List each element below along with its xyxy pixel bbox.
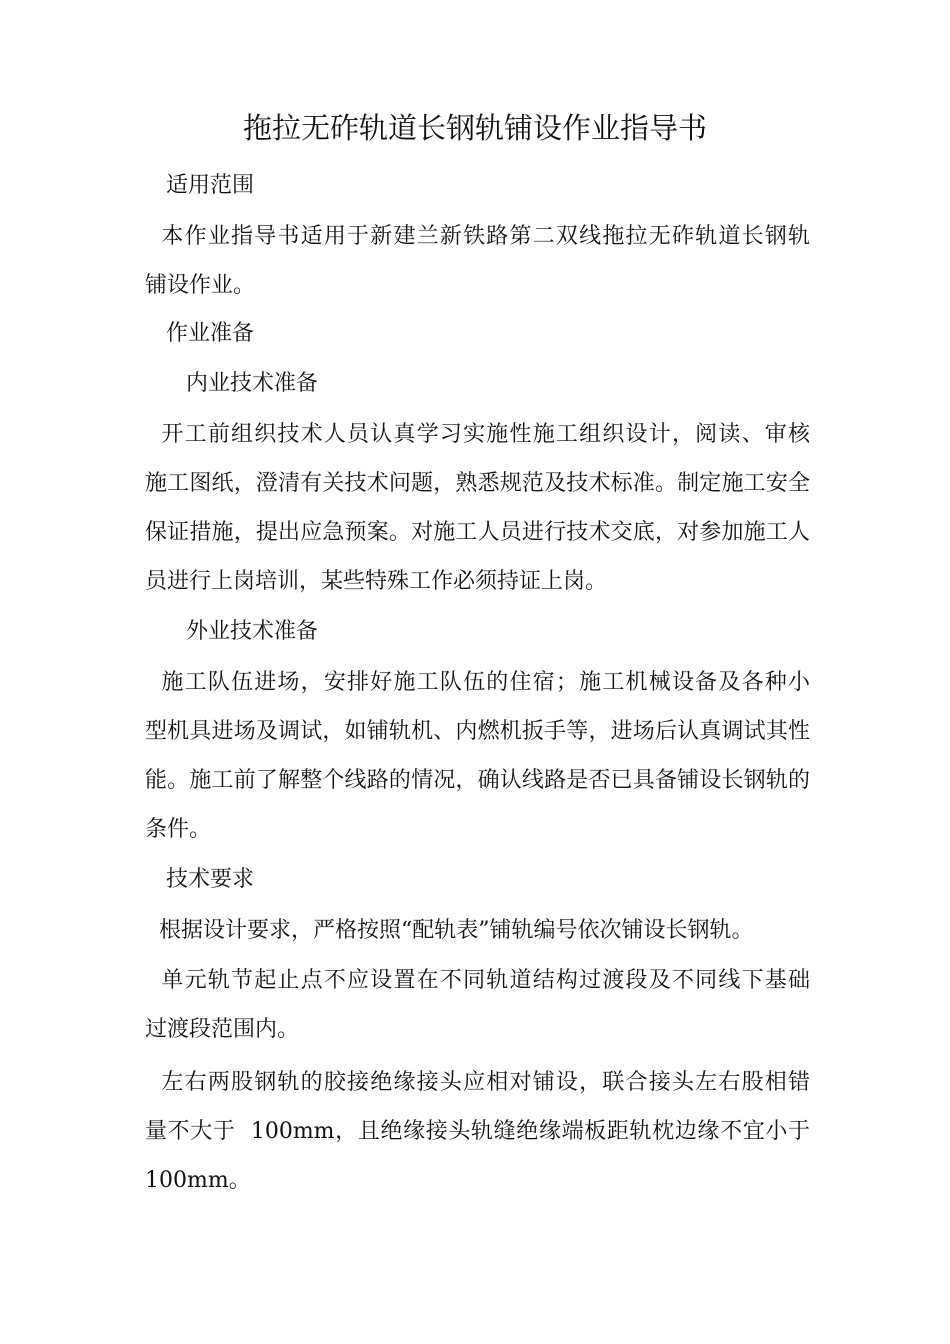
paragraph-internal xyxy=(145,410,810,606)
section-heading-technical: 技术要求 xyxy=(166,867,255,892)
document-title: 拖拉无砟轨道长钢轨铺设作业指导书 xyxy=(242,111,707,145)
text-line: 施工图纸，澄清有关技术问题，熟悉规范及技术标准。制定施工安全 xyxy=(145,471,810,496)
text-line: 100mm。 xyxy=(145,1168,251,1193)
text-line: 单元轨节起止点不应设置在不同轨道结构过渡段及不同线下基础 xyxy=(145,968,810,993)
paragraph-tech-3 xyxy=(145,1058,810,1205)
text-line: 能。施工前了解整个线路的情况，确认线路是否已具备铺设长钢轨的 xyxy=(145,768,810,793)
text-line: 条件。 xyxy=(145,817,212,842)
text-line: 铺设作业。 xyxy=(145,273,256,298)
text-line: 保证措施，提出应急预案。对施工人员进行技术交底，对参加施工人 xyxy=(145,520,810,545)
text-line: 本作业指导书适用于新建兰新铁路第二双线拖拉无砟轨道长钢轨 xyxy=(145,224,810,249)
text-line: 开工前组织技术人员认真学习实施性施工组织设计，阅读、审核 xyxy=(145,422,810,447)
text-line: 左右两股钢轨的胶接绝缘接头应相对铺设，联合接头左右股相错 xyxy=(145,1070,810,1095)
subsection-heading-external: 外业技术准备 xyxy=(186,619,319,644)
text-line: 根据设计要求，严格按照“配轨表”铺轨编号依次铺设长钢轨。 xyxy=(145,918,754,943)
text-line: 过渡段范围内。 xyxy=(145,1017,300,1042)
paragraph-external xyxy=(145,658,810,854)
text-line: 型机具进场及调试，如铺轨机、内燃机扳手等，进场后认真调试其性 xyxy=(145,719,810,744)
text-line: 施工队伍进场，安排好施工队伍的住宿；施工机械设备及各种小 xyxy=(145,670,810,695)
paragraph-scope xyxy=(145,212,810,310)
section-heading-scope: 适用范围 xyxy=(166,173,255,198)
paragraph-tech-2 xyxy=(145,956,810,1054)
subsection-heading-internal: 内业技术准备 xyxy=(186,371,319,396)
section-heading-preparation: 作业准备 xyxy=(166,321,255,346)
text-line: 量不大于 100mm，且绝缘接头轨缝绝缘端板距轨枕边缘不宜小于 xyxy=(145,1119,810,1144)
paragraph-tech-1 xyxy=(145,906,810,955)
text-line: 员进行上岗培训，某些特殊工作必须持证上岗。 xyxy=(145,569,608,594)
